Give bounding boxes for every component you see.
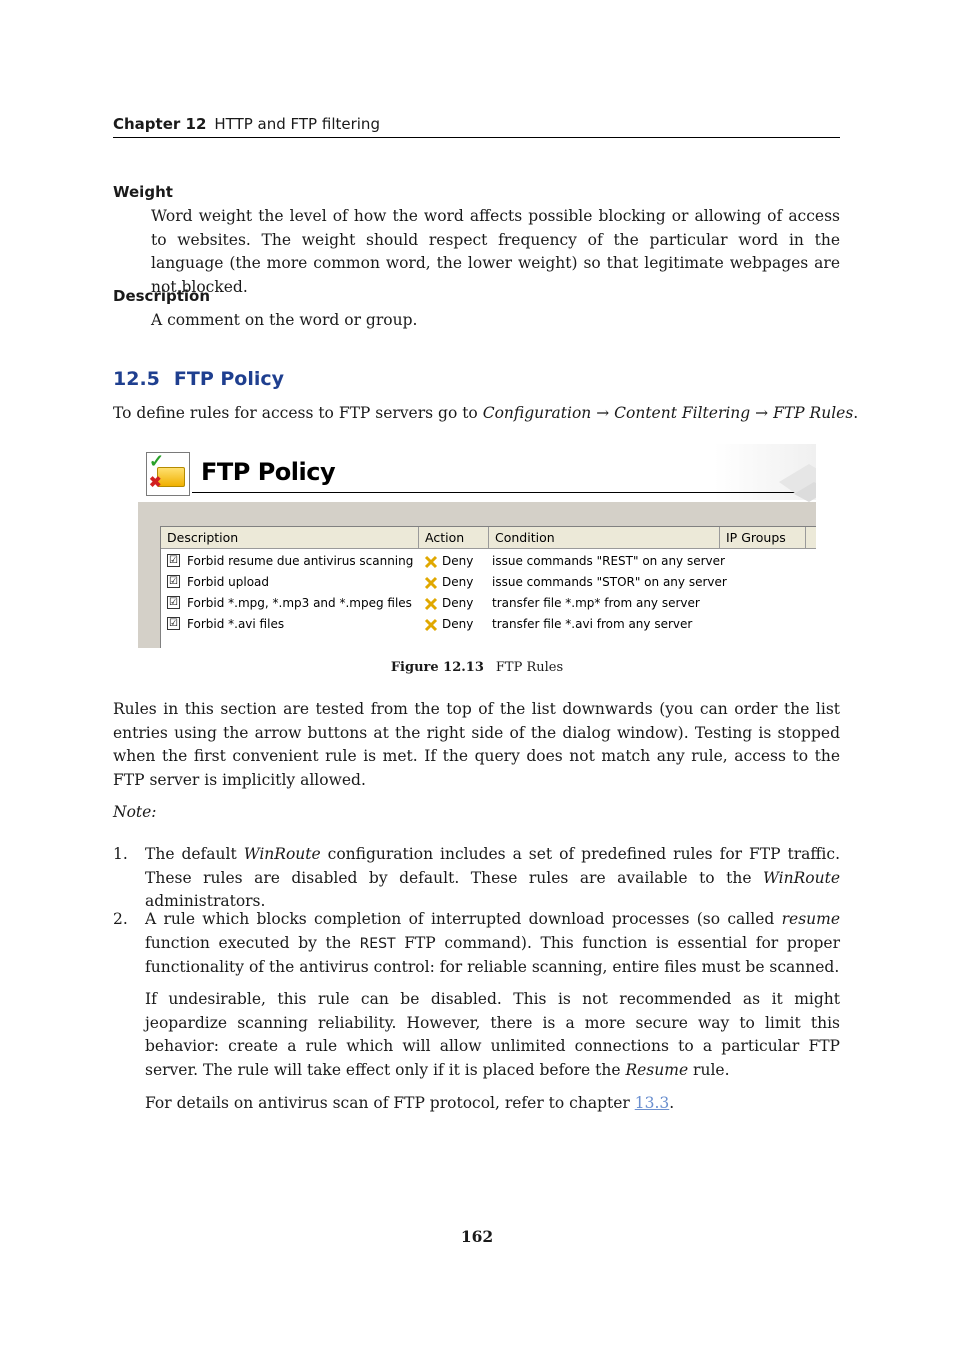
- chapter-title: HTTP and FTP filtering: [214, 115, 380, 133]
- list-item-2-paragraph-3: [145, 1092, 840, 1116]
- rule-enabled-checkbox[interactable]: ☑: [167, 617, 180, 630]
- item2-p2-resume: Resume: [625, 1060, 689, 1079]
- dialog-title: FTP Policy: [201, 458, 336, 486]
- term-weight: Weight: [113, 183, 173, 201]
- header-rule: [113, 137, 840, 138]
- column-header-description[interactable]: Description: [161, 527, 419, 549]
- rule-action: Deny: [442, 575, 474, 589]
- rule-condition: transfer file *.mp* from any server: [492, 596, 700, 610]
- running-header: [113, 115, 840, 133]
- page-number: 162: [460, 1227, 494, 1246]
- deny-icon: [424, 555, 438, 569]
- table-row[interactable]: [161, 551, 816, 572]
- rule-description: Forbid *.mpg, *.mp3 and *.mpeg files: [187, 596, 412, 610]
- ftp-policy-icon: [146, 452, 190, 496]
- intro-period: .: [853, 404, 859, 422]
- figure-label: Figure 12.13: [390, 660, 484, 675]
- ftp-policy-figure: [138, 444, 816, 648]
- dialog-header: [138, 444, 816, 500]
- rules-list[interactable]: [160, 526, 816, 648]
- check-icon: ✓: [149, 451, 165, 472]
- item1-text-a: The default: [145, 845, 244, 863]
- item2-p3-text: For details on antivirus scan of FTP protocol, refer to chapter: [145, 1094, 635, 1112]
- item2-text-b: function executed by the: [145, 933, 360, 952]
- chapter-13-3-link[interactable]: 13.3: [634, 1094, 670, 1112]
- item2-resume: resume: [781, 910, 840, 928]
- rule-enabled-checkbox[interactable]: ☑: [167, 575, 180, 588]
- list-item-1: [145, 843, 840, 914]
- rule-action: Deny: [442, 617, 474, 631]
- rule-description: Forbid upload: [187, 575, 270, 589]
- table-row[interactable]: [161, 572, 816, 593]
- section-heading: [113, 368, 284, 390]
- section-number: 12.5: [113, 368, 160, 390]
- column-header-condition[interactable]: Condition: [489, 527, 720, 549]
- figure-caption: [0, 660, 954, 675]
- rule-condition: issue commands "STOR" on any server: [492, 575, 727, 589]
- chapter-label: Chapter 12: [113, 115, 207, 133]
- deny-icon: [424, 597, 438, 611]
- menu-path-content-filtering: Content Filtering: [614, 404, 751, 422]
- rule-enabled-checkbox[interactable]: ☑: [167, 554, 180, 567]
- dialog-title-rule: [192, 492, 816, 493]
- note-label: [113, 801, 157, 825]
- section-title: FTP Policy: [173, 368, 285, 390]
- item2-p2-end: rule.: [688, 1060, 730, 1079]
- table-row[interactable]: [161, 614, 816, 635]
- arrow-icon: →: [755, 404, 769, 422]
- rule-enabled-checkbox[interactable]: ☑: [167, 596, 180, 609]
- rule-action: Deny: [442, 554, 474, 568]
- item1-text-b: configuration includes a set of predefined rules for FTP traffic. These rules are disabled by default. These rules are available to the: [145, 845, 841, 887]
- item2-text-c: FTP command). This function is essential for proper functionality of the antivirus control: for reliable scanning, entire files must be scanned.: [145, 933, 840, 976]
- item2-rest-command: REST: [359, 935, 396, 952]
- item1-product: WinRoute: [243, 845, 321, 863]
- list-item-2: [145, 908, 840, 980]
- section-intro: [113, 402, 859, 426]
- list-number-1: 1.: [113, 845, 128, 863]
- deny-icon: [424, 618, 438, 632]
- item1-text-c: administrators.: [145, 892, 266, 910]
- item2-p2-text: If undesirable, this rule can be disabled. This is not recommended as it might jeopardize scanning reliability. However, there is a more secure way to limit this behavior: create a rule which will allow unlimited connections to a particular FTP server. The rule will take effect only if it is placed before the: [145, 990, 840, 1079]
- item1-product-2: WinRoute: [763, 868, 840, 887]
- rule-condition: issue commands "REST" on any server: [492, 554, 725, 568]
- rule-description: Forbid *.avi files: [187, 617, 285, 631]
- note-text: Note:: [113, 803, 157, 821]
- column-header-filler: [806, 527, 816, 549]
- item2-p3-end: .: [669, 1094, 675, 1112]
- rule-action: Deny: [442, 596, 474, 610]
- list-number-2: 2.: [113, 910, 128, 928]
- rules-order-paragraph: Rules in this section are tested from the top of the list downwards (you can order the list entries using the arrow buttons at the right side of the dialog window). Testing is stopped when the first convenient rule is met. If the query does not match any rule, access to the FTP server is implicitly allowed.: [113, 700, 840, 789]
- term-description: Description: [113, 287, 211, 305]
- list-item-2-paragraph-2: [145, 988, 840, 1082]
- arrow-icon: →: [596, 404, 610, 422]
- column-header-action[interactable]: Action: [419, 527, 489, 549]
- rule-condition: transfer file *.avi from any server: [492, 617, 693, 631]
- item2-text-a: A rule which blocks completion of interrupted download processes (so called: [145, 910, 782, 928]
- menu-path-ftp-rules: FTP Rules: [773, 404, 854, 422]
- decorative-logo-icon: [774, 454, 816, 504]
- weight-definition: Word weight the level of how the word affects possible blocking or allowing of access to websites. The weight should respect frequency of the particular word in the language (the more common word, the lower weight) so that legitimate webpages are not blocked.: [151, 207, 840, 296]
- column-header-ip-groups[interactable]: IP Groups: [720, 527, 806, 549]
- deny-icon: [424, 576, 438, 590]
- intro-text: To define rules for access to FTP servers go to: [113, 404, 483, 422]
- cross-icon: ✖: [149, 473, 162, 491]
- figure-caption-text: FTP Rules: [495, 660, 564, 675]
- menu-path-configuration: Configuration: [482, 404, 592, 422]
- rule-description: Forbid resume due antivirus scanning: [187, 554, 414, 568]
- description-definition: A comment on the word or group.: [151, 311, 418, 329]
- table-row[interactable]: [161, 593, 816, 614]
